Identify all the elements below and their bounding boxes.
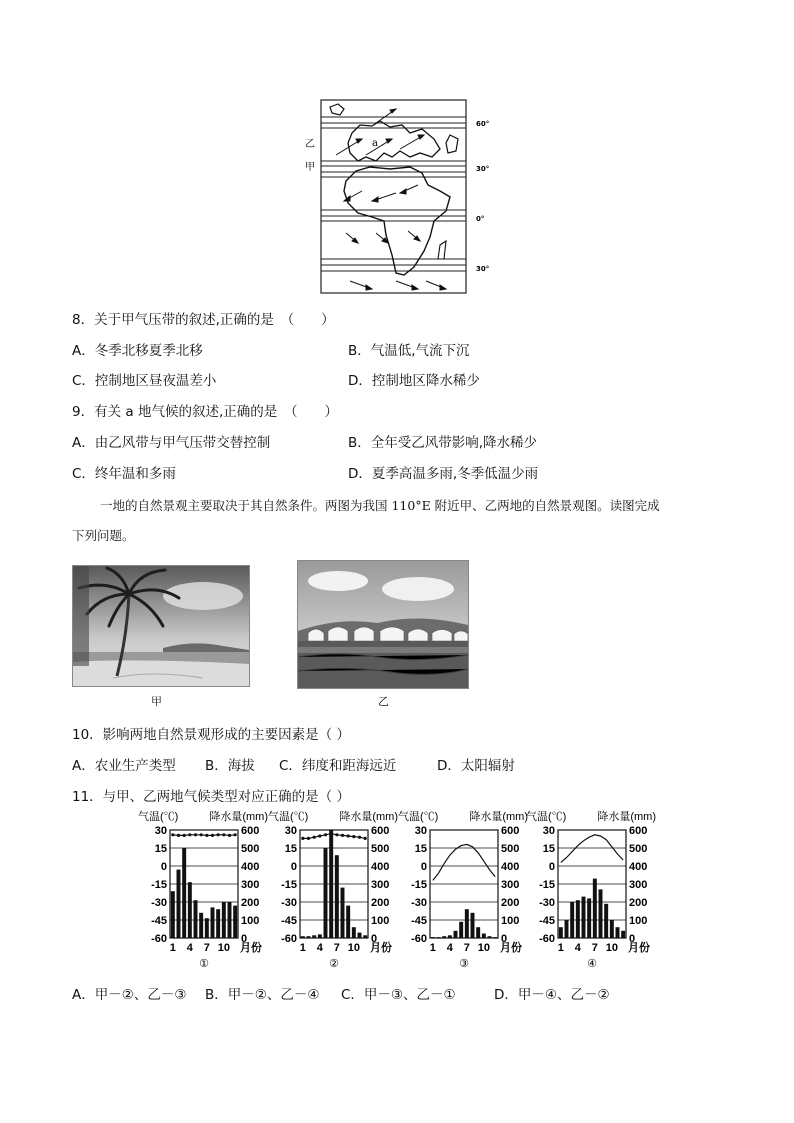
temp-tick-label: -45 [411, 915, 427, 927]
precip-tick-label: 600 [501, 825, 520, 837]
temp-tick-label: 0 [160, 861, 167, 873]
precip-tick-label: 500 [629, 843, 648, 855]
temperature-line [561, 835, 623, 863]
precip-bar [352, 927, 356, 938]
x-tick-label: 1 [169, 942, 176, 954]
precip-bar [599, 889, 603, 938]
q10-option-d[interactable]: D．太阳辐射 [437, 758, 515, 774]
temp-tick-label: -45 [539, 915, 555, 927]
temperature-point [352, 835, 355, 838]
x-tick-label: 4 [316, 942, 323, 954]
q10-option-a[interactable]: A．农业生产类型 [72, 758, 176, 774]
temperature-point [211, 834, 214, 837]
precip-bar [346, 906, 350, 938]
precip-bar [431, 937, 435, 938]
x-tick-label: 7 [463, 942, 470, 954]
x-tick-label: 1 [429, 942, 436, 954]
temp-tick-label: -60 [539, 933, 555, 945]
precip-bar [476, 927, 480, 938]
photo-jia-tropical-beach [72, 565, 250, 687]
precip-tick-label: 100 [371, 915, 390, 927]
precip-tick-label: 0 [629, 933, 636, 945]
x-tick-label: 7 [203, 942, 210, 954]
chart-id-label: ④ [587, 958, 597, 970]
zone-label-jia: 甲 [305, 162, 315, 173]
precip-bar [593, 879, 597, 938]
precip-axis-label: 降水量(mm) [597, 811, 656, 823]
temperature-point [364, 837, 367, 840]
temp-tick-label: -15 [539, 879, 555, 891]
precip-tick-label: 400 [371, 861, 390, 873]
precip-tick-label: 500 [501, 843, 520, 855]
temp-tick-label: -60 [151, 933, 167, 945]
temperature-point [205, 834, 208, 837]
q9-option-c[interactable]: C．终年温和多雨 [72, 466, 176, 482]
chart-id-label: ① [199, 958, 209, 970]
q9-option-a[interactable]: A．由乙风带与甲气压带交替控制 [72, 435, 271, 451]
temp-tick-label: -30 [151, 897, 167, 909]
precip-tick-label: 100 [629, 915, 648, 927]
precip-tick-label: 600 [241, 825, 260, 837]
q11-option-d[interactable]: D．甲－④、乙－② [494, 987, 610, 1003]
x-unit-label: 月份 [628, 942, 650, 954]
temp-tick-label: -45 [151, 915, 167, 927]
q9-option-d[interactable]: D．夏季高温多雨,冬季低温少雨 [348, 466, 539, 482]
precip-bar [488, 936, 492, 938]
climate-chart-2-svg [268, 806, 398, 976]
photo-jia-caption: 甲 [151, 695, 162, 708]
lat-30s-label: 30° [476, 265, 490, 273]
temp-tick-label: 30 [284, 825, 297, 837]
precip-bar [194, 900, 198, 938]
precip-tick-label: 400 [501, 861, 520, 873]
precip-bar [442, 936, 446, 938]
temp-axis-label: 气温(℃) [268, 811, 309, 823]
temp-tick-label: 30 [414, 825, 427, 837]
temperature-point [347, 834, 350, 837]
precip-bar [493, 937, 497, 938]
climate-chart-3-svg [398, 806, 528, 976]
q11-option-b[interactable]: B．甲－②、乙－④ [205, 987, 320, 1003]
temperature-point [200, 833, 203, 836]
temp-tick-label: -60 [281, 933, 297, 945]
precip-tick-label: 500 [241, 843, 260, 855]
temperature-point [318, 834, 321, 837]
precip-bar [565, 920, 569, 938]
temp-axis-label: 气温(℃) [398, 811, 439, 823]
precip-bar [621, 931, 625, 938]
x-tick-label: 10 [347, 942, 360, 954]
precip-bar [482, 934, 486, 939]
precip-bar [587, 898, 591, 938]
precip-tick-label: 200 [241, 897, 260, 909]
precip-axis-label: 降水量(mm) [469, 811, 528, 823]
precip-tick-label: 0 [501, 933, 508, 945]
temperature-point [335, 833, 338, 836]
x-tick-label: 10 [217, 942, 230, 954]
precip-bar [576, 900, 580, 938]
precip-bar [318, 934, 322, 938]
climate-chart-1-svg [138, 806, 268, 976]
precip-bar [301, 936, 305, 938]
temperature-point [324, 833, 327, 836]
climate-chart-2 [268, 806, 398, 980]
x-tick-label: 4 [186, 942, 193, 954]
precip-tick-label: 100 [241, 915, 260, 927]
precip-bar [182, 848, 186, 938]
temperature-point [171, 833, 174, 836]
precip-bar [228, 902, 232, 938]
precip-bar [329, 830, 333, 938]
precip-bar [604, 904, 608, 938]
precip-tick-label: 0 [371, 933, 378, 945]
precip-tick-label: 600 [371, 825, 390, 837]
climate-chart-4 [526, 806, 656, 980]
precip-bar [335, 855, 339, 938]
q8-option-b[interactable]: B．气温低,气流下沉 [348, 343, 470, 359]
temp-tick-label: -15 [281, 879, 297, 891]
temperature-point [188, 833, 191, 836]
precip-bar [188, 882, 192, 938]
precip-tick-label: 300 [241, 879, 260, 891]
temp-tick-label: -30 [411, 897, 427, 909]
chart-id-label: ③ [459, 958, 469, 970]
x-unit-label: 月份 [370, 942, 392, 954]
temperature-point [330, 832, 333, 835]
temp-tick-label: -15 [411, 879, 427, 891]
climate-chart-3 [398, 806, 528, 980]
temp-tick-label: -15 [151, 879, 167, 891]
precip-tick-label: 0 [241, 933, 248, 945]
precip-bar [216, 909, 220, 938]
precip-tick-label: 200 [501, 897, 520, 909]
temp-axis-label: 气温(℃) [138, 811, 179, 823]
q10-option-b[interactable]: B．海拔 [205, 758, 255, 774]
precip-bar [307, 936, 311, 938]
photo-yi-caption: 乙 [378, 695, 389, 708]
x-unit-label: 月份 [500, 942, 522, 954]
temp-tick-label: -30 [281, 897, 297, 909]
precip-bar [222, 902, 226, 938]
precip-bar [312, 935, 316, 938]
climate-chart-1 [138, 806, 268, 980]
precip-bar [171, 891, 175, 938]
precip-tick-label: 500 [371, 843, 390, 855]
precip-bar [199, 913, 203, 938]
precip-bar [363, 935, 367, 938]
temp-tick-label: 15 [154, 843, 167, 855]
precip-bar [582, 897, 586, 938]
climate-chart-4-svg [526, 806, 656, 976]
x-unit-label: 月份 [240, 942, 262, 954]
precip-bar [454, 931, 458, 938]
lat-60-label: 60° [476, 120, 490, 128]
precip-bar [177, 870, 181, 938]
temp-tick-label: 0 [420, 861, 427, 873]
precip-bar [465, 909, 469, 938]
q8-option-d[interactable]: D．控制地区降水稀少 [348, 373, 480, 389]
precip-bar [341, 888, 345, 938]
temperature-point [313, 836, 316, 839]
q11-option-a[interactable]: A．甲－②、乙－③ [72, 987, 187, 1003]
temperature-point [307, 837, 310, 840]
temperature-line [173, 835, 235, 836]
temp-tick-label: 0 [290, 861, 297, 873]
temp-tick-label: -30 [539, 897, 555, 909]
temperature-point [341, 834, 344, 837]
precip-bar [570, 902, 574, 938]
precip-bar [471, 913, 475, 938]
q8-stem: 8．关于甲气压带的叙述,正确的是 （ ） [72, 312, 335, 328]
precip-tick-label: 400 [241, 861, 260, 873]
temperature-point [301, 837, 304, 840]
precip-tick-label: 200 [629, 897, 648, 909]
temperature-point [222, 833, 225, 836]
temp-tick-label: -60 [411, 933, 427, 945]
x-tick-label: 1 [557, 942, 564, 954]
x-tick-label: 4 [574, 942, 581, 954]
q10-stem: 10．影响两地自然景观形成的主要因素是（ ） [72, 727, 350, 743]
intro-line-1: 一地的自然景观主要取决于其自然条件。两图为我国 110°E 附近甲、乙两地的自然景观图。读图完成 [100, 498, 660, 513]
temp-tick-label: 15 [284, 843, 297, 855]
temp-tick-label: 30 [542, 825, 555, 837]
precip-bar [437, 937, 441, 938]
x-tick-label: 10 [477, 942, 490, 954]
q11-stem: 11．与甲、乙两地气候类型对应正确的是（ ） [72, 789, 350, 805]
temperature-point [358, 836, 361, 839]
x-tick-label: 1 [299, 942, 306, 954]
precip-bar [459, 922, 463, 938]
photo-yi-grassland-yurts [297, 560, 469, 689]
precip-bar [233, 906, 237, 938]
precip-tick-label: 200 [371, 897, 390, 909]
precip-tick-label: 100 [501, 915, 520, 927]
precip-bar [448, 935, 452, 938]
q11-option-c[interactable]: C．甲－③、乙－① [341, 987, 456, 1003]
temp-tick-label: 15 [542, 843, 555, 855]
precip-bar [358, 933, 362, 938]
precip-bar [205, 918, 209, 938]
q9-stem: 9．有关 a 地气候的叙述,正确的是 （ ） [72, 404, 338, 420]
precip-bar [559, 927, 563, 938]
precip-axis-label: 降水量(mm) [209, 811, 268, 823]
temp-tick-label: 15 [414, 843, 427, 855]
temperature-point [177, 834, 180, 837]
precip-bar [616, 927, 620, 938]
precip-tick-label: 300 [501, 879, 520, 891]
q9-option-b[interactable]: B．全年受乙风带影响,降水稀少 [348, 435, 538, 451]
temp-tick-label: 30 [154, 825, 167, 837]
point-a-label: a [372, 138, 378, 149]
precip-bar [610, 920, 614, 938]
temperature-point [228, 834, 231, 837]
precip-tick-label: 300 [371, 879, 390, 891]
x-tick-label: 4 [446, 942, 453, 954]
lat-0-label: 0° [476, 215, 485, 223]
lat-30n-label: 30° [476, 165, 490, 173]
temperature-point [217, 833, 220, 836]
q10-option-c[interactable]: C．纬度和距海远近 [279, 758, 397, 774]
temperature-line [303, 834, 365, 839]
precip-bar [324, 848, 328, 938]
x-tick-label: 7 [591, 942, 598, 954]
temp-tick-label: 0 [548, 861, 555, 873]
x-tick-label: 10 [605, 942, 618, 954]
precip-axis-label: 降水量(mm) [339, 811, 398, 823]
precip-tick-label: 600 [629, 825, 648, 837]
precip-bar [211, 907, 215, 938]
precip-tick-label: 300 [629, 879, 648, 891]
temperature-point [194, 833, 197, 836]
temp-tick-label: -45 [281, 915, 297, 927]
pressure-belt-map [300, 95, 500, 300]
temperature-line [433, 844, 495, 880]
temp-axis-label: 气温(℃) [526, 811, 567, 823]
q8-option-a[interactable]: A．冬季北移夏季北移 [72, 343, 203, 359]
precip-tick-label: 400 [629, 861, 648, 873]
temperature-point [234, 833, 237, 836]
zone-label-yi: 乙 [305, 139, 315, 150]
x-tick-label: 7 [333, 942, 340, 954]
q8-option-c[interactable]: C．控制地区昼夜温差小 [72, 373, 217, 389]
temperature-point [183, 834, 186, 837]
intro-line-2: 下列问题。 [72, 528, 135, 543]
chart-id-label: ② [329, 958, 339, 970]
